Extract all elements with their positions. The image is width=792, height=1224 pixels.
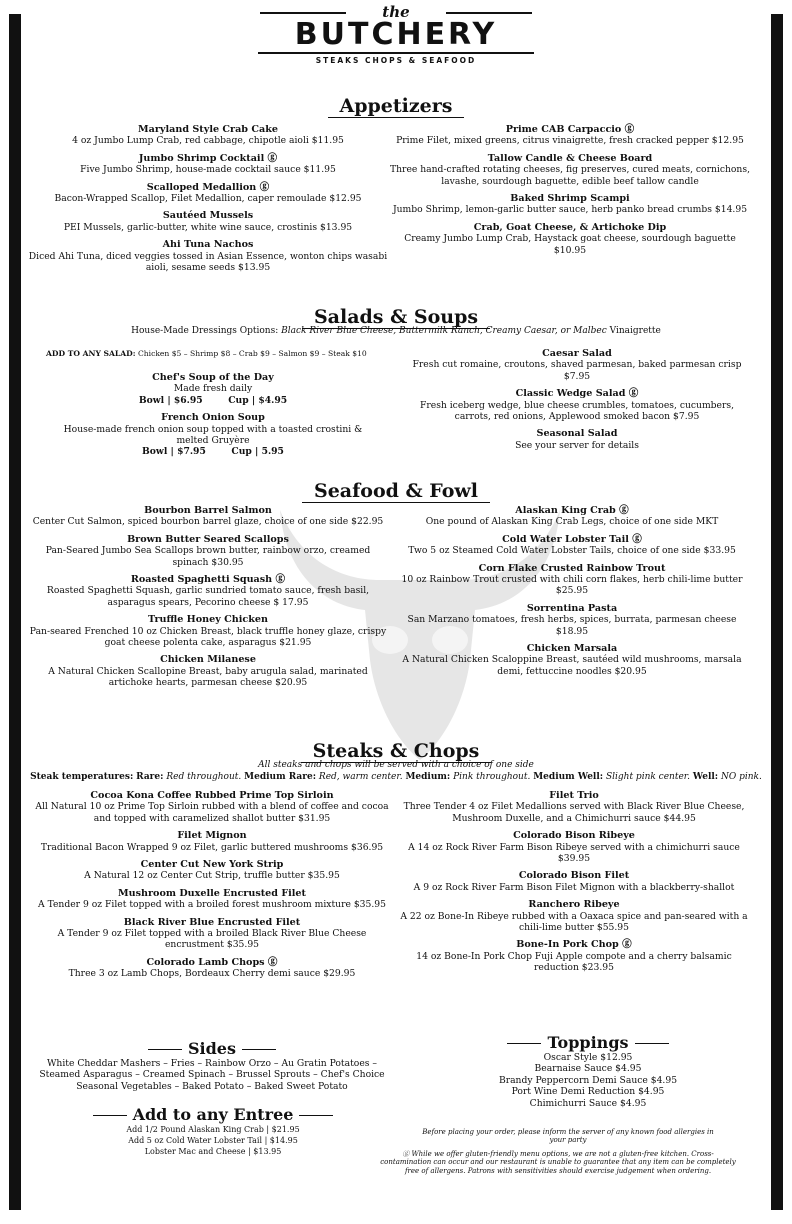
menu-item-name: Roasted Spaghetti Squash ⓖ bbox=[130, 574, 286, 586]
temp-key: Medium Well: bbox=[533, 772, 604, 782]
menu-item-name: Bone-In Pork Chop ⓖ bbox=[516, 939, 632, 951]
left-border-bar bbox=[9, 14, 21, 1210]
menu-item-name: Bourbon Barrel Salmon bbox=[144, 505, 272, 516]
steaks-subtitle: All steaks and chops will be served with a choice of one side bbox=[258, 760, 534, 770]
menu-item-description: Bacon-Wrapped Scallop, Filet Medallion, caper remoulade $12.95 bbox=[54, 193, 362, 205]
steak-temperatures bbox=[28, 772, 764, 783]
menu-item-description: PEI Mussels, garlic-butter, white wine sauce, crostinis $13.95 bbox=[63, 221, 353, 233]
menu-item-classic-wedge-salad bbox=[410, 388, 744, 422]
menu-item-corn-flake-crusted-rainbow-trout bbox=[400, 563, 744, 597]
menu-item-description: Pan-Seared Jumbo Sea Scallops brown butter, rainbow orzo, creamed spinach $30.95 bbox=[45, 545, 371, 568]
menu-item-price: Bowl | $6.95 Cup | $4.95 bbox=[138, 394, 288, 406]
menu-item-saut-ed-mussels bbox=[28, 210, 388, 233]
temp-value: Red throughout. bbox=[166, 772, 242, 782]
menu-item-name: French Onion Soup bbox=[161, 412, 265, 424]
salad-addon-note: ADD TO ANY SALAD: Chicken $5 – Shrimp $8 – Crab $9 – Salmon $9 – Steak $10 bbox=[46, 349, 367, 358]
add-entree-section bbox=[68, 1106, 358, 1157]
menu-item-description: 4 oz Jumbo Lump Crab, red cabbage, chipotle aioli $11.95 bbox=[72, 135, 344, 147]
menu-item-description: Three 3 oz Lamb Chops, Bordeaux Cherry demi sauce $29.95 bbox=[68, 968, 356, 980]
sides-section bbox=[28, 1040, 396, 1092]
menu-item-description: One pound of Alaskan King Crab Legs, choice of one side MKT bbox=[425, 516, 719, 528]
menu-item-colorado-bison-ribeye bbox=[396, 830, 752, 864]
list-line: Lobster Mac and Cheese | $13.95 bbox=[144, 1147, 282, 1156]
menu-item-colorado-bison-filet bbox=[396, 870, 752, 893]
menu-item-name: Cocoa Kona Coffee Rubbed Prime Top Sirloin bbox=[90, 790, 334, 801]
temp-value: NO pink. bbox=[720, 772, 762, 782]
menu-item-description: House-made french onion soup topped with a toasted crostini & melted Gruyère bbox=[63, 423, 363, 447]
menu-item-bone-in-pork-chop bbox=[396, 939, 752, 973]
menu-item-name: Caesar Salad bbox=[542, 348, 612, 359]
menu-item-name: Sorrentina Pasta bbox=[526, 602, 618, 614]
salads-right-column bbox=[410, 348, 744, 457]
menu-item-mushroom-duxelle-encrusted-filet bbox=[28, 888, 396, 911]
menu-item-description: Pan-seared Frenched 10 oz Chicken Breast, black truffle honey glaze, crispy goat cheese polenta cake, asparagus $21.95 bbox=[29, 625, 387, 649]
menu-item-name: Sautéed Mussels bbox=[162, 210, 254, 222]
menu-item-name: Crab, Goat Cheese, & Artichoke Dip bbox=[473, 221, 667, 233]
logo-divider bbox=[258, 52, 534, 54]
menu-item-center-cut-new-york-strip bbox=[28, 859, 396, 882]
menu-item-description: Jumbo Shrimp, lemon-garlic butter sauce, herb panko bread crumbs $14.95 bbox=[392, 204, 748, 216]
menu-item-sorrentina-pasta bbox=[400, 603, 744, 637]
menu-item-name: Black River Blue Encrusted Filet bbox=[123, 916, 301, 928]
menu-item-description: Two 5 oz Steamed Cold Water Lobster Tails, choice of one side $33.95 bbox=[408, 545, 736, 557]
menu-item-name: Maryland Style Crab Cake bbox=[138, 124, 278, 135]
menu-item-description: Five Jumbo Shrimp, house-made cocktail sauce $11.95 bbox=[80, 164, 336, 176]
menu-item-cold-water-lobster-tail bbox=[400, 534, 744, 557]
menu-item-description: Made fresh daily bbox=[173, 383, 253, 395]
menu-item-colorado-lamb-chops bbox=[28, 957, 396, 980]
appetizers-title: Appetizers bbox=[296, 95, 496, 117]
menu-item-name: Colorado Bison Filet bbox=[518, 870, 630, 882]
menu-item-name: Tallow Candle & Cheese Board bbox=[487, 152, 653, 164]
list-line: White Cheddar Mashers – Fries – Rainbow Orzo – Au Gratin Potatoes – bbox=[46, 1058, 377, 1069]
menu-item-seasonal-salad bbox=[410, 428, 744, 451]
menu-item-chicken-marsala bbox=[400, 643, 744, 677]
menu-item-name: Alaskan King Crab ⓖ bbox=[515, 505, 629, 516]
menu-item-description: Prime Filet, mixed greens, citrus vinaigrette, fresh cracked pepper $12.95 bbox=[396, 135, 744, 147]
menu-item-description: Fresh iceberg wedge, blue cheese crumbles, tomatoes, cucumbers, carrots, red onions, Applewood smoked bacon $7.95 bbox=[419, 399, 735, 423]
menu-item-name: Ranchero Ribeye bbox=[528, 899, 620, 911]
menu-item-name: Mushroom Duxelle Encrusted Filet bbox=[118, 887, 306, 899]
menu-item-caesar-salad bbox=[410, 348, 744, 382]
menu-item-name: Center Cut New York Strip bbox=[140, 859, 284, 871]
temp-value: Slight pink center. bbox=[605, 772, 690, 782]
menu-item-name: Chicken Marsala bbox=[526, 643, 618, 655]
menu-item-price: Bowl | $7.95 Cup | 5.95 bbox=[142, 446, 284, 458]
list-line: Add 1/2 Pound Alaskan King Crab | $21.95 bbox=[126, 1125, 300, 1134]
temp-key: Well: bbox=[692, 772, 719, 782]
menu-item-name: Filet Mignon bbox=[177, 830, 247, 842]
appetizers-right-column bbox=[390, 124, 750, 262]
menu-item-filet-mignon bbox=[28, 830, 396, 853]
menu-item-description: A Natural Chicken Scaloppine Breast, sautéed wild mushrooms, marsala demi, fettuccine noodles $20.95 bbox=[402, 654, 742, 677]
menu-item-name: Colorado Bison Ribeye bbox=[513, 830, 635, 842]
menu-item-description: 10 oz Rainbow Trout crusted with chili corn flakes, herb chili-lime butter $25.95 bbox=[401, 574, 743, 597]
menu-item-description: See your server for details bbox=[515, 439, 639, 451]
steaks-left-column bbox=[28, 790, 396, 986]
menu-item-description: 14 oz Bone-In Pork Chop Fuji Apple compote and a cherry balsamic reduction $23.95 bbox=[416, 950, 732, 974]
toppings-title: Toppings bbox=[468, 1034, 708, 1052]
menu-item-description: San Marzano tomatoes, fresh herbs, spices, burrata, parmesan cheese $18.95 bbox=[407, 614, 737, 637]
menu-item-description: Three Tender 4 oz Filet Medallions served with Black River Blue Cheese, Mushroom Duxelle, and a Chimichurri sauce $44.95 bbox=[403, 801, 745, 824]
menu-item-maryland-style-crab-cake bbox=[28, 124, 388, 147]
list-line: Add 5 oz Cold Water Lobster Tail | $14.95 bbox=[128, 1136, 298, 1145]
menu-item-brown-butter-seared-scallops bbox=[28, 534, 388, 568]
menu-item-jumbo-shrimp-cocktail bbox=[28, 153, 388, 176]
menu-item-description: A 14 oz Rock River Farm Bison Ribeye served with a chimichurri sauce $39.95 bbox=[408, 841, 740, 865]
menu-item-cocoa-kona-coffee-rubbed-prime-top-sirloin bbox=[28, 790, 396, 824]
temp-key: Medium: bbox=[405, 772, 451, 782]
menu-item-description: A 22 oz Bone-In Ribeye rubbed with a Oaxaca spice and pan-seared with a chili-lime butter $55.95 bbox=[400, 910, 748, 934]
menu-item-name: Truffle Honey Chicken bbox=[148, 614, 268, 626]
list-line: Port Wine Demi Reduction $4.95 bbox=[511, 1086, 665, 1098]
menu-item-name: Classic Wedge Salad ⓖ bbox=[515, 388, 639, 400]
sides-title: Sides bbox=[28, 1040, 396, 1058]
logo-name: BUTCHERY bbox=[294, 17, 498, 52]
menu-item-description: A Natural Chicken Scallopine Breast, baby arugula salad, marinated artichoke hearts, parmesan cheese $20.95 bbox=[48, 665, 368, 689]
list-line: Brandy Peppercorn Demi Sauce $4.95 bbox=[498, 1074, 678, 1086]
list-line: Seasonal Vegetables – Baked Potato – Baked Sweet Potato bbox=[76, 1080, 348, 1092]
logo-tagline: STEAKS CHOPS & SEAFOOD bbox=[315, 56, 477, 65]
menu-item-name: Jumbo Shrimp Cocktail ⓖ bbox=[138, 152, 278, 164]
appetizers-left-column bbox=[28, 124, 388, 279]
menu-item-alaskan-king-crab bbox=[400, 505, 744, 528]
menu-item-crab-goat-cheese-artichoke-dip bbox=[390, 222, 750, 256]
menu-item-description: Diced Ahi Tuna, diced veggies tossed in Asian Essence, wonton chips wasabi aioli, sesame seeds $13.95 bbox=[28, 250, 388, 274]
logo-rule-left bbox=[260, 12, 346, 14]
seafood-left-column bbox=[28, 505, 388, 695]
menu-item-ranchero-ribeye bbox=[396, 899, 752, 933]
menu-item-description: Roasted Spaghetti Squash, garlic sundried tomato sauce, fresh basil, asparagus spears, Pecorino cheese $ 17.95 bbox=[46, 585, 370, 608]
menu-item-name: Baked Shrimp Scampi bbox=[510, 193, 630, 205]
menu-item-chef-s-soup-of-the-day bbox=[48, 372, 378, 406]
menu-item-name: Prime CAB Carpaccio ⓖ bbox=[505, 124, 635, 135]
menu-item-description: A Natural 12 oz Center Cut Strip, truffle butter $35.95 bbox=[84, 870, 340, 882]
seafood-title: Seafood & Fowl bbox=[266, 480, 526, 502]
menu-item-name: Filet Trio bbox=[549, 790, 599, 801]
menu-item-chicken-milanese bbox=[28, 654, 388, 688]
menu-item-description: Center Cut Salmon, spiced bourbon barrel glaze, choice of one side $22.95 bbox=[32, 516, 384, 528]
menu-item-name: Seasonal Salad bbox=[536, 428, 618, 440]
temps-label: Steak temperatures: bbox=[30, 772, 134, 782]
menu-item-bourbon-barrel-salmon bbox=[28, 505, 388, 528]
menu-item-name: Colorado Lamb Chops ⓖ bbox=[146, 956, 278, 968]
menu-item-tallow-candle-cheese-board bbox=[390, 153, 750, 187]
menu-item-name: Cold Water Lobster Tail ⓖ bbox=[502, 533, 642, 545]
menu-item-name: Chicken Milanese bbox=[160, 654, 256, 666]
dressings-note: House-Made Dressings Options: Black River Blue Cheese, Buttermilk Ranch, Creamy Caesar, or Malbec Vinaigrette bbox=[131, 326, 661, 336]
temp-value: Pink throughout. bbox=[453, 772, 531, 782]
logo-the: the bbox=[382, 3, 410, 21]
steaks-right-column bbox=[396, 790, 752, 980]
salads-left-column bbox=[48, 372, 378, 464]
list-line: Steamed Asparagus – Creamed Spinach – Brussel Sprouts – Chef's Choice bbox=[39, 1069, 385, 1081]
menu-item-french-onion-soup bbox=[48, 412, 378, 458]
allergy-note: Before placing your order, please inform the server of any known food allergies in your party bbox=[422, 1128, 714, 1145]
menu-item-name: Brown Butter Seared Scallops bbox=[127, 533, 289, 545]
menu-item-name: Scalloped Medallion ⓖ bbox=[146, 181, 270, 193]
menu-item-black-river-blue-encrusted-filet bbox=[28, 917, 396, 951]
list-line: Oscar Style $12.95 bbox=[543, 1052, 633, 1063]
temp-key: Medium Rare: bbox=[244, 772, 317, 782]
menu-item-truffle-honey-chicken bbox=[28, 614, 388, 648]
menu-item-prime-cab-carpaccio bbox=[390, 124, 750, 147]
menu-item-name: Corn Flake Crusted Rainbow Trout bbox=[478, 562, 666, 574]
menu-item-description: A Tender 9 oz Filet topped with a broiled Black River Blue Cheese encrustment $35.95 bbox=[57, 928, 367, 951]
right-border-bar bbox=[771, 14, 783, 1210]
menu-item-scalloped-medallion bbox=[28, 182, 388, 205]
menu-item-roasted-spaghetti-squash bbox=[28, 574, 388, 608]
menu-item-ahi-tuna-nachos bbox=[28, 239, 388, 273]
menu-item-description: Creamy Jumbo Lump Crab, Haystack goat cheese, sourdough baguette $10.95 bbox=[404, 233, 736, 256]
steaks-title: Steaks & Chops bbox=[276, 740, 516, 762]
menu-item-name: Chef's Soup of the Day bbox=[152, 372, 274, 383]
gluten-note: ⓖ While we offer gluten-friendly menu options, we are not a gluten-free kitchen. Cross-contamination can occur and our restaurant is unable to guarantee that any item can be completely free of allergens. Patrons with sensitivities should exercise judgement when ordering. bbox=[380, 1150, 736, 1175]
menu-item-description: Three hand-crafted rotating cheeses, fig preserves, cured meats, cornichons, lavashe, sourdough baguette, edible beef tallow candle bbox=[390, 164, 750, 187]
menu-item-description: Traditional Bacon Wrapped 9 oz Filet, garlic buttered mushrooms $36.95 bbox=[40, 841, 384, 853]
add-entree-title: Add to any Entree bbox=[68, 1106, 358, 1124]
menu-item-description: Fresh cut romaine, croutons, shaved parmesan, baked parmesan crisp $7.95 bbox=[412, 359, 742, 382]
temp-value: Red, warm center. bbox=[318, 772, 403, 782]
salads-title: Salads & Soups bbox=[276, 306, 516, 328]
menu-item-description: A 9 oz Rock River Farm Bison Filet Mignon with a blackberry-shallot bbox=[413, 881, 735, 893]
list-line: Chimichurri Sauce $4.95 bbox=[529, 1097, 647, 1109]
menu-item-name: Ahi Tuna Nachos bbox=[162, 239, 254, 251]
menu-item-baked-shrimp-scampi bbox=[390, 193, 750, 216]
menu-item-description: All Natural 10 oz Prime Top Sirloin rubbed with a blend of coffee and cocoa and topped with caramelized shallot butter $31.95 bbox=[35, 801, 389, 824]
logo-rule-right bbox=[446, 12, 532, 14]
menu-item-filet-trio bbox=[396, 790, 752, 824]
seafood-right-column bbox=[400, 505, 744, 683]
temp-key: Rare: bbox=[136, 772, 164, 782]
list-line: Bearnaise Sauce $4.95 bbox=[534, 1063, 642, 1075]
toppings-section bbox=[468, 1034, 708, 1109]
menu-item-description: A Tender 9 oz Filet topped with a broiled forest mushroom mixture $35.95 bbox=[38, 899, 386, 911]
